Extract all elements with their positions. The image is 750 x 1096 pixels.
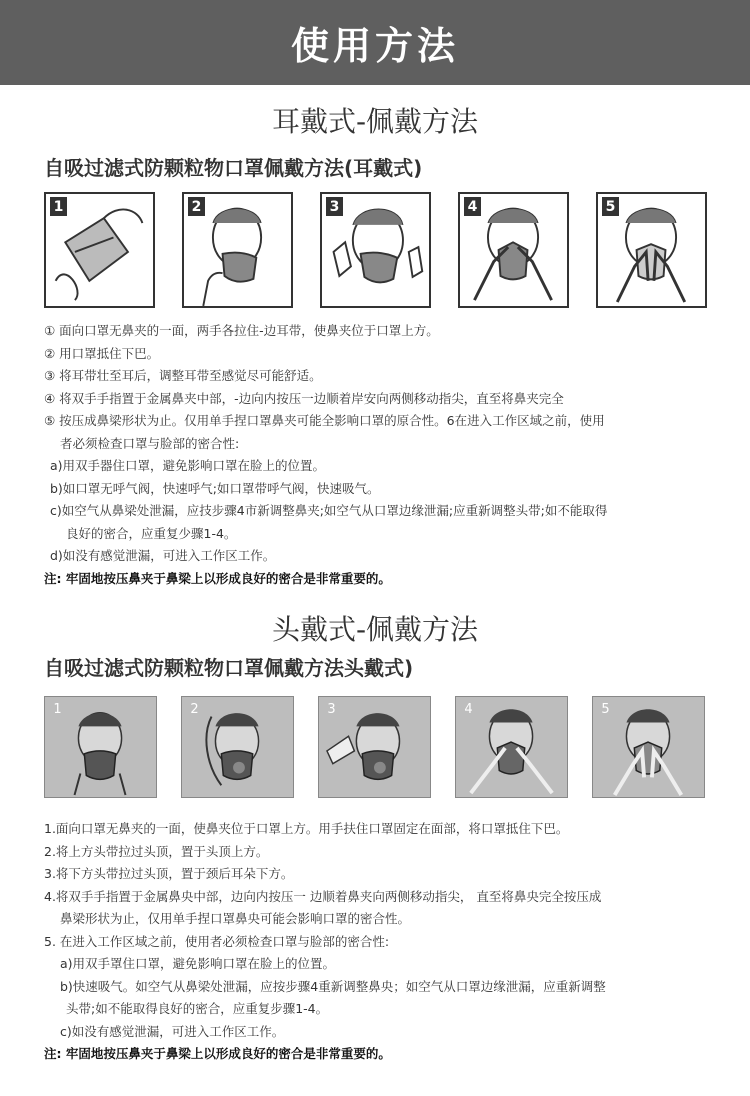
instruction-line: 者必须检查口罩与脸部的密合性: bbox=[60, 435, 240, 451]
page-banner bbox=[0, 0, 750, 85]
instruction-line: c)如空气从鼻梁处泄漏，应技步骤4市新调整鼻夹;如空气从口罩边缘泄漏;应重新调整头带;如不能取得 bbox=[50, 503, 608, 518]
head-step-1-illustration bbox=[44, 696, 157, 798]
step-number: 4 bbox=[464, 197, 481, 216]
ear-step-4-illustration bbox=[458, 192, 569, 308]
section2-step-illustrations bbox=[44, 696, 706, 814]
instruction-line: ① 面向口罩无鼻夹的一面，两手各拉住-边耳带，使鼻夹位于口罩上方。 bbox=[44, 323, 439, 338]
head-step-5-illustration bbox=[592, 696, 705, 798]
head-step-2-illustration bbox=[181, 696, 294, 798]
instruction-line: b)如口罩无呼气阀，快速呼气;如口罩带呼气阀，快速吸气。 bbox=[50, 480, 380, 496]
section2-title: 头戴式-佩戴方法 bbox=[271, 613, 479, 646]
instruction-line: ③ 将耳带壮至耳后，调整耳带至感觉尽可能舒适。 bbox=[44, 368, 322, 383]
step-number: 5 bbox=[602, 197, 619, 216]
section1-title: 耳戴式-佩戴方法 bbox=[271, 105, 479, 138]
step-number: 1 bbox=[50, 197, 67, 216]
step-number: 3 bbox=[327, 702, 336, 717]
instruction-line: 1.面向口罩无鼻夹的一面，使鼻夹位于口罩上方。用手扶住口罩固定在面部，将口罩抵住下巴。 bbox=[44, 821, 569, 836]
step-number: 2 bbox=[190, 702, 199, 717]
step-number: 2 bbox=[188, 197, 205, 216]
instruction-note: 注: 牢固地按压鼻夹于鼻梁上以形成良好的密合是非常重要的。 bbox=[44, 570, 391, 586]
instruction-line: 鼻梁形状为止，仅用单手捏口罩鼻央可能会影响口罩的密合性。 bbox=[60, 911, 411, 926]
instruction-line: b)快速吸气。如空气从鼻梁处泄漏，应按步骤4重新调整鼻央；如空气从口罩边缘泄漏，应重新调整 bbox=[60, 978, 606, 994]
instruction-line: 5. 在进入工作区域之前，使用者必须检查口罩与脸部的密合性: bbox=[44, 933, 390, 949]
instruction-line: ⑤ 按压成鼻梁形状为止。仅用单手捏口罩鼻夹可能全影响口罩的原合性。6在进入工作区域之前，使用 bbox=[44, 413, 605, 428]
ear-step-5-illustration bbox=[596, 192, 707, 308]
step-number: 1 bbox=[53, 702, 62, 717]
head-step-3-illustration bbox=[318, 696, 431, 798]
step-number: 5 bbox=[601, 702, 610, 717]
section1-subtitle: 自吸过滤式防颗粒物口罩佩戴方法(耳戴式) bbox=[44, 156, 423, 180]
step-number: 3 bbox=[326, 197, 343, 216]
instruction-line: d)如没有感觉泄漏，可进入工作区工作。 bbox=[50, 548, 276, 563]
section1-instructions bbox=[44, 320, 714, 590]
instruction-line: 2.将上方头带拉过头顶，置于头顶上方。 bbox=[44, 843, 269, 859]
instruction-line: a)用双手罩住口罩，避免影响口罩在脸上的位置。 bbox=[60, 956, 336, 971]
section2-instructions bbox=[44, 818, 714, 1066]
instruction-line: 良好的密合，应重复少骤1-4。 bbox=[66, 525, 237, 541]
instruction-line: 头带;如不能取得良好的密合，应重复步骤1-4。 bbox=[66, 1001, 329, 1016]
ear-step-1-illustration bbox=[44, 192, 155, 308]
step-number: 4 bbox=[464, 702, 473, 717]
instruction-line: 4.将双手手指置于金属鼻央中部，边向内按压一 边顺着鼻夹向两侧移动指尖， 直至将鼻央完全按压成 bbox=[44, 888, 602, 904]
instruction-line: a)用双手器住口罩，避免影响口罩在脸上的位置。 bbox=[50, 458, 326, 473]
instruction-line: c)如没有感觉泄漏，可进入工作区工作。 bbox=[60, 1023, 285, 1039]
head-step-4-illustration bbox=[455, 696, 568, 798]
instruction-note: 注: 牢固地按压鼻夹于鼻梁上以形成良好的密合是非常重要的。 bbox=[44, 1046, 391, 1061]
ear-step-3-illustration bbox=[320, 192, 431, 308]
section1-step-illustrations bbox=[44, 192, 706, 310]
section2-subtitle: 自吸过滤式防颗粒物口罩佩戴方法头戴式) bbox=[44, 656, 414, 680]
ear-step-2-illustration bbox=[182, 192, 293, 308]
instruction-line: ④ 将双手手指置于金属鼻夹中部，-边向内按压一边顺着岸安向两侧移动指尖，直至将鼻夹完全 bbox=[44, 390, 564, 406]
banner-title: 使用方法 bbox=[290, 24, 459, 68]
instruction-line: 3.将下方头带拉过头顶，置于颈后耳朵下方。 bbox=[44, 866, 294, 881]
instruction-line: ② 用口罩抵住下巴。 bbox=[44, 345, 160, 361]
